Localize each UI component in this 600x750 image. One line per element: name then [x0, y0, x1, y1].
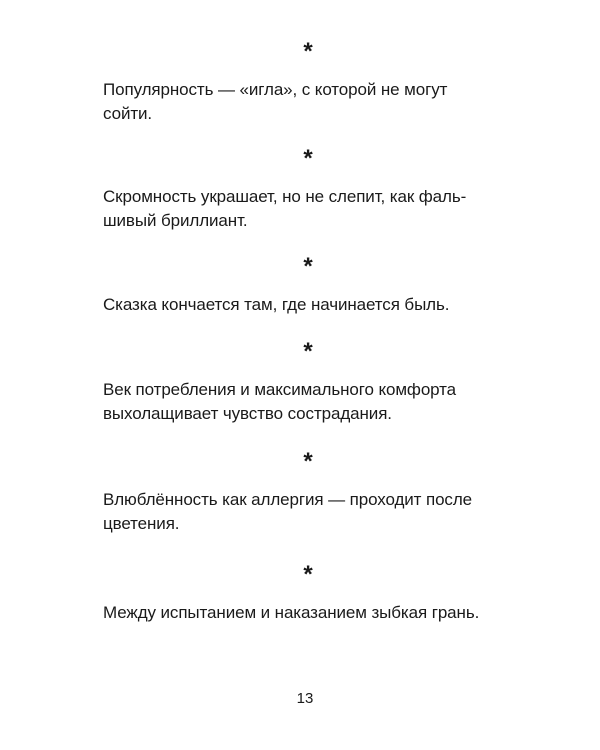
aphorism-line: Век потребления и максимального комфорта: [103, 380, 457, 399]
aphorism-4: [103, 340, 503, 426]
aphorism-line: Скромность украшает, но не слепит, как фаль-: [103, 187, 467, 206]
aphorism-line: цветения.: [103, 514, 180, 533]
aphorism-2: [103, 147, 503, 233]
aphorism-line: Между испытанием и наказанием зыбкая грань.: [103, 603, 480, 622]
aphorism-text: [103, 601, 503, 625]
aphorism-text: [103, 293, 503, 317]
aphorism-line: Популярность — «игла», с которой не могут: [103, 80, 448, 99]
asterisk-divider: *: [303, 561, 313, 588]
aphorism-line: сойти.: [103, 104, 153, 123]
asterisk-divider: *: [303, 338, 313, 365]
aphorism-3: [103, 255, 503, 317]
aphorism-line: выхолащивает чувство сострадания.: [103, 404, 392, 423]
aphorism-6: [103, 563, 503, 625]
aphorism-line: шивый бриллиант.: [103, 211, 248, 230]
aphorism-line: Сказка кончается там, где начинается быль.: [103, 295, 450, 314]
aphorism-text: [103, 488, 503, 536]
asterisk-divider: *: [303, 448, 313, 475]
aphorism-1: [103, 40, 503, 126]
aphorism-text: [103, 378, 503, 426]
aphorism-line: Влюблённость как аллергия — проходит после: [103, 490, 473, 509]
page-number: 13: [296, 690, 314, 707]
asterisk-divider: *: [303, 145, 313, 172]
asterisk-divider: *: [303, 38, 313, 65]
asterisk-divider: *: [303, 253, 313, 280]
aphorism-5: [103, 450, 503, 536]
aphorism-text: [103, 78, 503, 126]
aphorism-text: [103, 185, 503, 233]
